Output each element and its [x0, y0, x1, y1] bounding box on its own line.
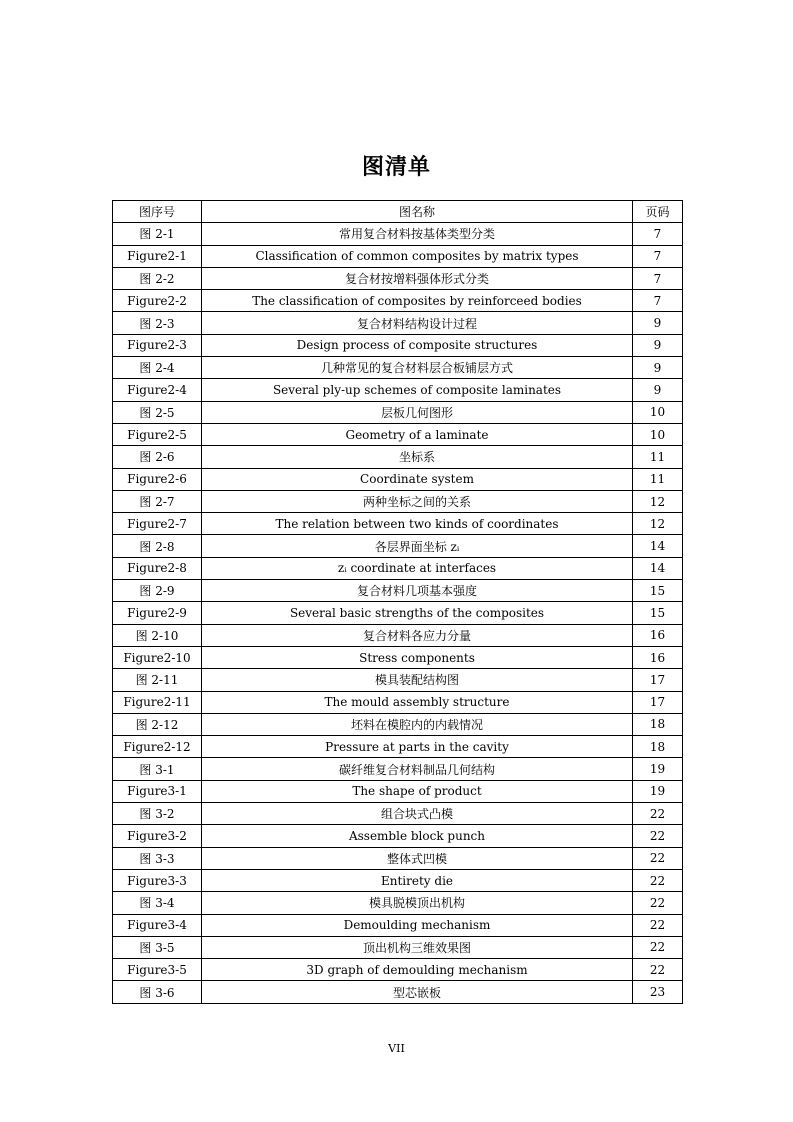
- page-number-cell: 12: [633, 513, 683, 535]
- header-figure-name: 图名称: [202, 201, 633, 223]
- page-number-cell: 7: [633, 245, 683, 267]
- table-row: [113, 959, 683, 981]
- page-number-cell: 16: [633, 646, 683, 668]
- page-number-cell: 9: [633, 334, 683, 356]
- figure-number-cell: Figure2-10: [113, 646, 202, 668]
- table-row: [113, 624, 683, 646]
- figure-name-cell: 几种常见的复合材料层合板铺层方式: [202, 357, 633, 379]
- page-number-cell: 23: [633, 981, 683, 1003]
- figure-number-cell: 图 2-4: [113, 357, 202, 379]
- table-row: [113, 892, 683, 914]
- page-number-cell: 17: [633, 691, 683, 713]
- page-number-cell: 22: [633, 825, 683, 847]
- figure-number-cell: 图 3-6: [113, 981, 202, 1003]
- table-row: [113, 580, 683, 602]
- figure-name-cell: Classification of common composites by matrix types: [202, 245, 633, 267]
- page-number-cell: 22: [633, 869, 683, 891]
- figure-name-cell: The mould assembly structure: [202, 691, 633, 713]
- table-row: [113, 357, 683, 379]
- page-number-cell: 7: [633, 223, 683, 245]
- page-number-cell: 15: [633, 580, 683, 602]
- figure-name-cell: 3D graph of demoulding mechanism: [202, 959, 633, 981]
- page-title: 图清单: [361, 155, 431, 180]
- figure-name-cell: Geometry of a laminate: [202, 423, 633, 445]
- table-row: [113, 691, 683, 713]
- figure-name-cell: 复合材料各应力分量: [202, 624, 633, 646]
- figure-number-cell: 图 2-1: [113, 223, 202, 245]
- table-row: [113, 557, 683, 579]
- figure-number-cell: Figure2-4: [113, 379, 202, 401]
- table-row: [113, 869, 683, 891]
- figure-name-cell: 碳纤维复合材料制品几何结构: [202, 758, 633, 780]
- page-number-cell: 19: [633, 758, 683, 780]
- table-row: [113, 669, 683, 691]
- figure-number-cell: 图 2-6: [113, 446, 202, 468]
- table-row: [113, 713, 683, 735]
- page-number-cell: 22: [633, 936, 683, 958]
- page-number-cell: 22: [633, 914, 683, 936]
- page-number-cell: 7: [633, 267, 683, 289]
- figure-name-cell: Entirety die: [202, 869, 633, 891]
- page-number-cell: 10: [633, 401, 683, 423]
- table-row: [113, 803, 683, 825]
- table-row: [113, 423, 683, 445]
- page-number-cell: 15: [633, 602, 683, 624]
- table-row: [113, 267, 683, 289]
- figure-number-cell: Figure2-8: [113, 557, 202, 579]
- figure-name-cell: Several basic strengths of the composites: [202, 602, 633, 624]
- page-number-cell: 12: [633, 490, 683, 512]
- figure-number-cell: Figure2-1: [113, 245, 202, 267]
- page-number-cell: 19: [633, 780, 683, 802]
- figure-number-cell: Figure2-9: [113, 602, 202, 624]
- table-row: [113, 602, 683, 624]
- figure-number-cell: Figure2-11: [113, 691, 202, 713]
- figure-name-cell: 型芯嵌板: [202, 981, 633, 1003]
- figure-number-cell: Figure3-4: [113, 914, 202, 936]
- table-row: [113, 758, 683, 780]
- page-number-cell: 11: [633, 446, 683, 468]
- figure-number-cell: 图 2-5: [113, 401, 202, 423]
- figure-name-cell: Several ply-up schemes of composite laminates: [202, 379, 633, 401]
- figure-number-cell: 图 2-9: [113, 580, 202, 602]
- table-row: [113, 535, 683, 557]
- page-number-cell: 14: [633, 557, 683, 579]
- figure-number-cell: 图 2-2: [113, 267, 202, 289]
- page-number-cell: 18: [633, 713, 683, 735]
- table-row: [113, 736, 683, 758]
- page-number-cell: 11: [633, 468, 683, 490]
- page-number-cell: 22: [633, 847, 683, 869]
- header-figure-number: 图序号: [113, 201, 202, 223]
- figure-name-cell: 复合材料结构设计过程: [202, 312, 633, 334]
- figure-name-cell: 模具装配结构图: [202, 669, 633, 691]
- figure-number-cell: Figure3-5: [113, 959, 202, 981]
- figure-number-cell: Figure3-1: [113, 780, 202, 802]
- table-row: [113, 245, 683, 267]
- table-row: [113, 401, 683, 423]
- table-row: [113, 825, 683, 847]
- figure-name-cell: 两种坐标之间的关系: [202, 490, 633, 512]
- figure-number-cell: 图 3-3: [113, 847, 202, 869]
- figure-number-cell: 图 2-10: [113, 624, 202, 646]
- table-header-row: [113, 201, 683, 223]
- page-number-cell: 10: [633, 423, 683, 445]
- figure-number-cell: 图 2-3: [113, 312, 202, 334]
- figure-name-cell: Demoulding mechanism: [202, 914, 633, 936]
- page-number-footer: VII: [388, 1042, 405, 1055]
- figure-name-cell: 复合材按增料强体形式分类: [202, 267, 633, 289]
- figure-number-cell: 图 2-8: [113, 535, 202, 557]
- table-row: [113, 914, 683, 936]
- table-row: [113, 780, 683, 802]
- figure-name-cell: zᵢ coordinate at interfaces: [202, 557, 633, 579]
- figure-number-cell: Figure2-5: [113, 423, 202, 445]
- table-row: [113, 646, 683, 668]
- page-number-cell: 7: [633, 290, 683, 312]
- page-number-cell: 17: [633, 669, 683, 691]
- figure-name-cell: Design process of composite structures: [202, 334, 633, 356]
- figure-number-cell: 图 2-12: [113, 713, 202, 735]
- table-row: [113, 223, 683, 245]
- figure-number-cell: Figure2-2: [113, 290, 202, 312]
- figure-name-cell: 各层界面坐标 zᵢ: [202, 535, 633, 557]
- table-row: [113, 446, 683, 468]
- page-number-cell: 14: [633, 535, 683, 557]
- figure-number-cell: 图 3-5: [113, 936, 202, 958]
- figure-name-cell: 模具脱模顶出机构: [202, 892, 633, 914]
- figure-name-cell: The classification of composites by reinforceed bodies: [202, 290, 633, 312]
- figure-name-cell: 常用复合材料按基体类型分类: [202, 223, 633, 245]
- page-number-cell: 22: [633, 803, 683, 825]
- page-number-cell: 9: [633, 357, 683, 379]
- figure-name-cell: 组合块式凸模: [202, 803, 633, 825]
- figure-number-cell: Figure3-3: [113, 869, 202, 891]
- figure-name-cell: 层板几何图形: [202, 401, 633, 423]
- page-number-cell: 9: [633, 312, 683, 334]
- figure-name-cell: Pressure at parts in the cavity: [202, 736, 633, 758]
- figure-number-cell: Figure2-6: [113, 468, 202, 490]
- page-number-cell: 9: [633, 379, 683, 401]
- figure-number-cell: 图 3-2: [113, 803, 202, 825]
- figure-name-cell: Stress components: [202, 646, 633, 668]
- figure-name-cell: 顶出机构三维效果图: [202, 936, 633, 958]
- figure-number-cell: 图 3-1: [113, 758, 202, 780]
- figure-name-cell: 复合材料几项基本强度: [202, 580, 633, 602]
- table-row: [113, 847, 683, 869]
- figure-number-cell: Figure3-2: [113, 825, 202, 847]
- figure-name-cell: 整体式凹模: [202, 847, 633, 869]
- table-row: [113, 490, 683, 512]
- page-number-cell: 18: [633, 736, 683, 758]
- figure-number-cell: 图 2-7: [113, 490, 202, 512]
- figure-number-cell: Figure2-12: [113, 736, 202, 758]
- figure-name-cell: Coordinate system: [202, 468, 633, 490]
- figure-name-cell: The shape of product: [202, 780, 633, 802]
- page-number-cell: 22: [633, 959, 683, 981]
- table-row: [113, 334, 683, 356]
- table-row: [113, 513, 683, 535]
- table-row: [113, 468, 683, 490]
- figure-name-cell: 坯料在模腔内的内载情况: [202, 713, 633, 735]
- table-row: [113, 379, 683, 401]
- figure-list-table: [112, 200, 683, 1004]
- table-row: [113, 936, 683, 958]
- figure-number-cell: 图 3-4: [113, 892, 202, 914]
- figure-number-cell: Figure2-7: [113, 513, 202, 535]
- table-row: [113, 312, 683, 334]
- page-number-cell: 16: [633, 624, 683, 646]
- page-number-cell: 22: [633, 892, 683, 914]
- table-row: [113, 981, 683, 1003]
- header-page-number: 页码: [633, 201, 683, 223]
- figure-number-cell: Figure2-3: [113, 334, 202, 356]
- figure-number-cell: 图 2-11: [113, 669, 202, 691]
- figure-name-cell: The relation between two kinds of coordinates: [202, 513, 633, 535]
- table-row: [113, 290, 683, 312]
- figure-name-cell: 坐标系: [202, 446, 633, 468]
- figure-name-cell: Assemble block punch: [202, 825, 633, 847]
